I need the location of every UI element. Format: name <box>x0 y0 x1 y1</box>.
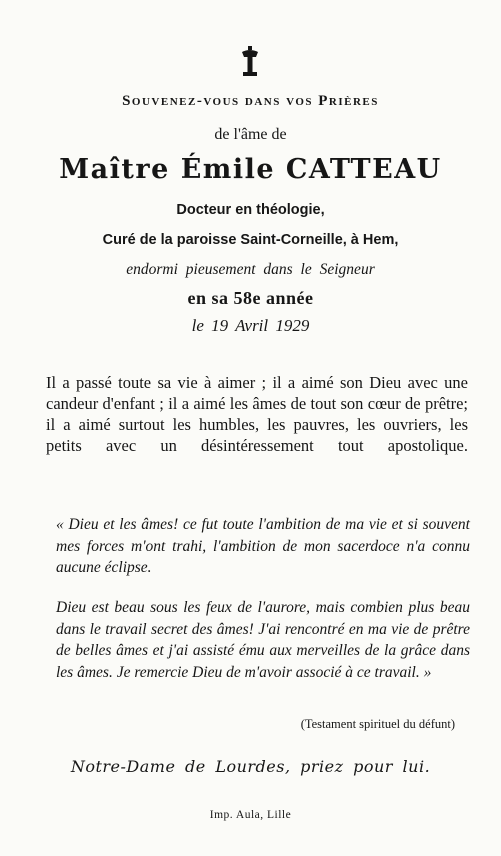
intro-text: de l'âme de <box>214 126 287 143</box>
deceased-name: Maître Émile CATTEAU <box>59 154 442 185</box>
quote-paragraph-2: Dieu est beau sous les feux de l'aurore, mais combien plus beau dans le travail secret des âmes! J'ai rencontré en ma vie de prêtre de belles âmes et j'ai assisté ému aux merveilles de la grâce dans les âmes. Je remercie Dieu de m'avoir associé à ce travail. » <box>56 599 470 681</box>
biography-paragraph: Il a passé toute sa vie à aimer ; il a aimé son Dieu avec une candeur d'enfant ; il a aimé les âmes de tout son cœur de prêtre; il a aimé surtout les humbles, les pauvres, les ouvriers, les petits avec un désintéressement tout apostolique. <box>46 373 468 455</box>
quote-paragraph-1: « Dieu et les âmes! ce fut toute l'ambition de ma vie et si souvent mes forces m'ont trahi, l'ambition de mon sacerdoce n'a connu aucune éclipse. <box>56 516 470 576</box>
cross-icon <box>236 46 264 78</box>
closing-prayer: Notre-Dame de Lourdes, priez pour lui. <box>70 757 431 776</box>
asleep-text: endormi pieusement dans le Seigneur <box>126 261 375 278</box>
title-doctor: Docteur en théologie, <box>176 202 325 218</box>
death-date: le 19 Avril 1929 <box>191 316 310 335</box>
age-text: en sa 58e année <box>187 288 314 308</box>
prayer-heading: Souvenez-vous dans vos Prières <box>122 93 379 109</box>
quote-source: (Testament spirituel du défunt) <box>300 717 455 731</box>
title-parish: Curé de la paroisse Saint-Corneille, à Hem, <box>102 232 399 248</box>
printer-credit: Imp. Aula, Lille <box>209 809 292 821</box>
